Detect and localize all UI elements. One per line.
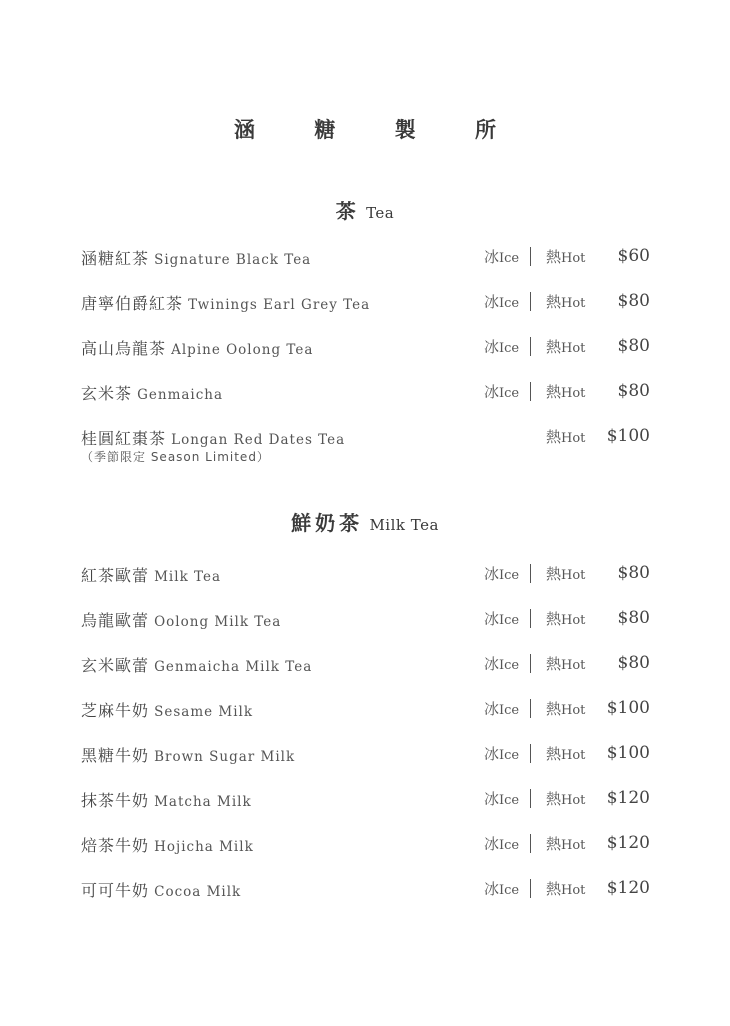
item-name bbox=[81, 833, 254, 856]
hot-label-zh: 熱 bbox=[546, 835, 562, 853]
hot-option bbox=[546, 653, 585, 674]
option-divider bbox=[530, 654, 531, 673]
hot-option bbox=[546, 788, 585, 809]
menu-item-row bbox=[0, 743, 730, 771]
hot-label-en: Hot bbox=[561, 883, 586, 898]
ice-label-en: Ice bbox=[499, 883, 520, 898]
menu-item-row bbox=[0, 381, 730, 409]
ice-label-en: Ice bbox=[499, 251, 520, 266]
ice-option bbox=[484, 381, 519, 402]
item-name-zh: 唐寧伯爵紅茶 bbox=[81, 294, 184, 313]
option-divider bbox=[530, 879, 531, 898]
ice-option bbox=[484, 878, 519, 899]
hot-option bbox=[546, 878, 585, 899]
item-name-en: Signature Black Tea bbox=[154, 252, 312, 268]
ice-label-en: Ice bbox=[499, 658, 520, 673]
item-note: （季節限定 Season Limited） bbox=[81, 450, 270, 464]
item-name-zh: 可可牛奶 bbox=[81, 881, 150, 900]
item-price: $80 bbox=[617, 336, 650, 356]
hot-label-zh: 熱 bbox=[546, 428, 562, 446]
item-name bbox=[81, 653, 312, 676]
ice-label-zh: 冰 bbox=[484, 565, 500, 583]
hot-option bbox=[546, 833, 585, 854]
hot-label-en: Hot bbox=[561, 748, 586, 763]
item-name bbox=[81, 788, 252, 811]
item-name-zh: 玄米歐蕾 bbox=[81, 656, 150, 675]
hot-label-en: Hot bbox=[561, 838, 586, 853]
hot-label-en: Hot bbox=[561, 793, 586, 808]
section-heading-en: Tea bbox=[366, 204, 395, 222]
option-divider bbox=[530, 564, 531, 583]
item-price: $100 bbox=[606, 426, 650, 446]
ice-label-en: Ice bbox=[499, 568, 520, 583]
item-name bbox=[81, 743, 295, 766]
option-divider bbox=[530, 247, 531, 266]
item-name bbox=[81, 426, 345, 449]
option-divider bbox=[530, 609, 531, 628]
item-name-en: Twinings Earl Grey Tea bbox=[188, 297, 371, 313]
item-name bbox=[81, 563, 221, 586]
item-name-en: Alpine Oolong Tea bbox=[171, 342, 314, 358]
ice-label-zh: 冰 bbox=[484, 610, 500, 628]
item-name-zh: 桂圓紅棗茶 bbox=[81, 429, 167, 448]
hot-label-zh: 熱 bbox=[546, 565, 562, 583]
hot-label-en: Hot bbox=[561, 658, 586, 673]
hot-option bbox=[546, 743, 585, 764]
item-name-en: Matcha Milk bbox=[154, 794, 252, 810]
item-name-zh: 玄米茶 bbox=[81, 384, 133, 403]
ice-option bbox=[484, 291, 519, 312]
ice-label-en: Ice bbox=[499, 296, 520, 311]
ice-label-en: Ice bbox=[499, 793, 520, 808]
item-name-en: Brown Sugar Milk bbox=[154, 749, 296, 765]
option-divider bbox=[530, 699, 531, 718]
hot-label-en: Hot bbox=[561, 251, 586, 266]
hot-option bbox=[546, 336, 585, 357]
menu-item-row bbox=[0, 246, 730, 274]
hot-label-en: Hot bbox=[561, 568, 586, 583]
ice-option bbox=[484, 563, 519, 584]
ice-option bbox=[484, 653, 519, 674]
hot-label-zh: 熱 bbox=[546, 790, 562, 808]
hot-label-zh: 熱 bbox=[546, 248, 562, 266]
ice-label-zh: 冰 bbox=[484, 700, 500, 718]
item-name-en: Milk Tea bbox=[154, 569, 222, 585]
ice-label-en: Ice bbox=[499, 838, 520, 853]
ice-label-zh: 冰 bbox=[484, 835, 500, 853]
section-heading-milk-tea bbox=[0, 507, 730, 536]
section-heading-tea bbox=[0, 195, 730, 224]
option-divider bbox=[530, 744, 531, 763]
hot-label-en: Hot bbox=[561, 341, 586, 356]
hot-label-zh: 熱 bbox=[546, 338, 562, 356]
item-price: $80 bbox=[617, 653, 650, 673]
menu-item-row bbox=[0, 426, 730, 464]
hot-option bbox=[546, 246, 585, 267]
ice-option bbox=[484, 788, 519, 809]
hot-option bbox=[546, 698, 585, 719]
ice-option bbox=[484, 246, 519, 267]
hot-option bbox=[546, 608, 585, 629]
ice-option bbox=[484, 336, 519, 357]
hot-label-zh: 熱 bbox=[546, 745, 562, 763]
item-price: $80 bbox=[617, 291, 650, 311]
hot-label-zh: 熱 bbox=[546, 700, 562, 718]
item-name-zh: 芝麻牛奶 bbox=[81, 701, 150, 720]
hot-label-en: Hot bbox=[561, 703, 586, 718]
item-name-en: Longan Red Dates Tea bbox=[171, 432, 346, 448]
option-divider bbox=[530, 789, 531, 808]
item-price: $100 bbox=[606, 698, 650, 718]
section-heading-zh: 茶 bbox=[335, 199, 360, 223]
item-price: $120 bbox=[606, 788, 650, 808]
hot-option bbox=[546, 426, 585, 447]
ice-option bbox=[484, 833, 519, 854]
ice-option bbox=[484, 608, 519, 629]
ice-option bbox=[484, 743, 519, 764]
item-name-en: Genmaicha bbox=[137, 387, 224, 403]
hot-label-en: Hot bbox=[561, 386, 586, 401]
item-name-en: Oolong Milk Tea bbox=[154, 614, 282, 630]
ice-label-en: Ice bbox=[499, 748, 520, 763]
item-name bbox=[81, 336, 313, 359]
item-name-zh: 紅茶歐蕾 bbox=[81, 566, 150, 585]
item-price: $60 bbox=[617, 246, 650, 266]
ice-option bbox=[484, 698, 519, 719]
item-name bbox=[81, 698, 253, 721]
item-name-zh: 涵糖紅茶 bbox=[81, 249, 150, 268]
ice-label-zh: 冰 bbox=[484, 790, 500, 808]
item-name-zh: 抹茶牛奶 bbox=[81, 791, 150, 810]
ice-label-zh: 冰 bbox=[484, 655, 500, 673]
hot-label-zh: 熱 bbox=[546, 383, 562, 401]
ice-label-en: Ice bbox=[499, 341, 520, 356]
hot-label-en: Hot bbox=[561, 431, 586, 446]
section-heading-zh: 鮮奶茶 bbox=[291, 511, 364, 535]
ice-label-zh: 冰 bbox=[484, 248, 500, 266]
hot-label-zh: 熱 bbox=[546, 655, 562, 673]
menu-item-row bbox=[0, 291, 730, 319]
item-name-zh: 焙茶牛奶 bbox=[81, 836, 150, 855]
hot-label-zh: 熱 bbox=[546, 610, 562, 628]
ice-label-zh: 冰 bbox=[484, 745, 500, 763]
item-name bbox=[81, 608, 281, 631]
menu-item-row bbox=[0, 336, 730, 364]
ice-label-zh: 冰 bbox=[484, 338, 500, 356]
item-name-en: Genmaicha Milk Tea bbox=[154, 659, 313, 675]
ice-label-en: Ice bbox=[499, 703, 520, 718]
item-price: $80 bbox=[617, 381, 650, 401]
hot-label-zh: 熱 bbox=[546, 293, 562, 311]
item-name-en: Hojicha Milk bbox=[154, 839, 254, 855]
item-name-en: Sesame Milk bbox=[154, 704, 254, 720]
item-name-zh: 高山烏龍茶 bbox=[81, 339, 167, 358]
item-price: $120 bbox=[606, 878, 650, 898]
menu-item-row bbox=[0, 833, 730, 861]
item-price: $80 bbox=[617, 563, 650, 583]
item-name bbox=[81, 246, 311, 269]
option-divider bbox=[530, 337, 531, 356]
menu-item-row bbox=[0, 563, 730, 591]
hot-label-zh: 熱 bbox=[546, 880, 562, 898]
item-price: $100 bbox=[606, 743, 650, 763]
item-name bbox=[81, 381, 223, 404]
menu-item-row bbox=[0, 878, 730, 906]
ice-label-en: Ice bbox=[499, 613, 520, 628]
item-price: $120 bbox=[606, 833, 650, 853]
option-divider bbox=[530, 834, 531, 853]
item-name bbox=[81, 878, 241, 901]
ice-label-zh: 冰 bbox=[484, 880, 500, 898]
option-divider bbox=[530, 382, 531, 401]
item-name-en: Cocoa Milk bbox=[154, 884, 242, 900]
ice-label-zh: 冰 bbox=[484, 383, 500, 401]
menu-item-row bbox=[0, 608, 730, 636]
menu-item-row bbox=[0, 653, 730, 681]
item-name-zh: 烏龍歐蕾 bbox=[81, 611, 150, 630]
hot-option bbox=[546, 291, 585, 312]
section-heading-en: Milk Tea bbox=[369, 516, 439, 534]
item-name bbox=[81, 291, 370, 314]
hot-label-en: Hot bbox=[561, 296, 586, 311]
menu-item-row bbox=[0, 788, 730, 816]
ice-label-en: Ice bbox=[499, 386, 520, 401]
menu-title: 涵 糖 製 所 bbox=[234, 117, 522, 142]
menu-item-row bbox=[0, 698, 730, 726]
ice-label-zh: 冰 bbox=[484, 293, 500, 311]
item-name-zh: 黑糖牛奶 bbox=[81, 746, 150, 765]
hot-label-en: Hot bbox=[561, 613, 586, 628]
hot-option bbox=[546, 381, 585, 402]
hot-option bbox=[546, 563, 585, 584]
item-price: $80 bbox=[617, 608, 650, 628]
option-divider bbox=[530, 292, 531, 311]
